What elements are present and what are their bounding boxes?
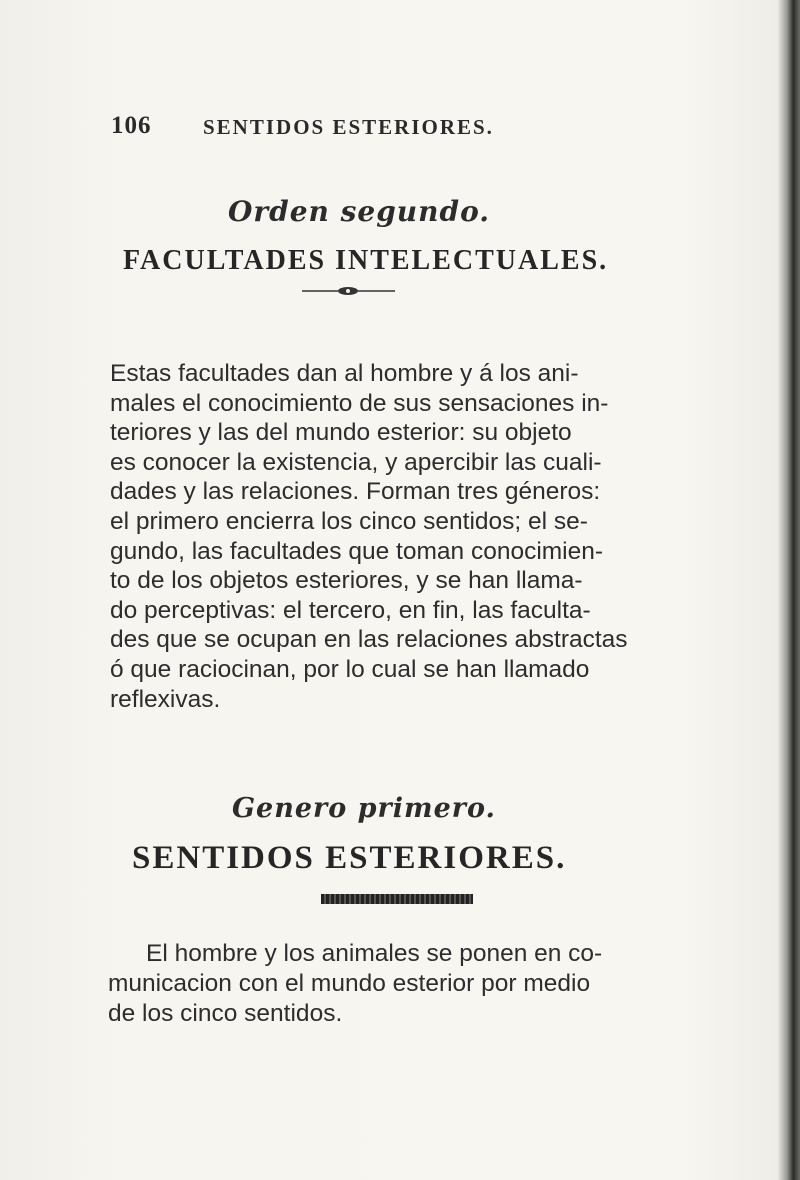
paragraph-line: gundo, las facultades que toman conocimien-: [110, 537, 604, 565]
paragraph-line: des que se ocupan en las relaciones abstractas: [110, 626, 628, 654]
running-title: SENTIDOS ESTERIORES.: [203, 115, 494, 139]
paragraph-line: dades y las relaciones. Forman tres géneros:: [110, 478, 601, 506]
ornament-divider: [302, 286, 395, 296]
paragraph-line: do perceptivas: el tercero, en fin, las faculta-: [110, 596, 591, 624]
paragraph-line: el primero encierra los cinco sentidos; el se-: [110, 507, 588, 535]
paragraph-line: municacion con el mundo esterior por medio: [108, 970, 591, 997]
genus-subtitle: SENTIDOS ESTERIORES.: [132, 840, 567, 876]
paragraph-line: El hombre y los animales se ponen en co-: [146, 940, 603, 967]
senses-paragraph: [108, 939, 668, 1029]
order-heading: Orden segundo.: [228, 195, 491, 228]
rule-divider: [321, 894, 473, 904]
paragraph-line: de los cinco sentidos.: [108, 1000, 343, 1027]
section-subtitle: FACULTADES INTELECTUALES.: [123, 245, 609, 276]
paragraph-line: Estas facultades dan al hombre y á los ani-: [110, 360, 579, 387]
paragraph-line: reflexivas.: [110, 685, 221, 713]
page-number: 106: [111, 112, 152, 139]
paragraph-line: es conocer la existencia, y apercibir las cuali-: [110, 448, 602, 476]
paragraph-line: teriores y las del mundo esterior: su objeto: [110, 419, 572, 447]
genus-heading: Genero primero.: [232, 793, 496, 824]
page-binding-edge: [778, 0, 800, 1180]
paragraph-line: males el conocimiento de sus sensaciones in-: [110, 389, 609, 417]
paragraph-line: to de los objetos esteriores, y se han llama-: [110, 567, 583, 595]
intro-paragraph: [110, 359, 650, 714]
paragraph-line: ó que raciocinan, por lo cual se han llamado: [110, 655, 590, 683]
